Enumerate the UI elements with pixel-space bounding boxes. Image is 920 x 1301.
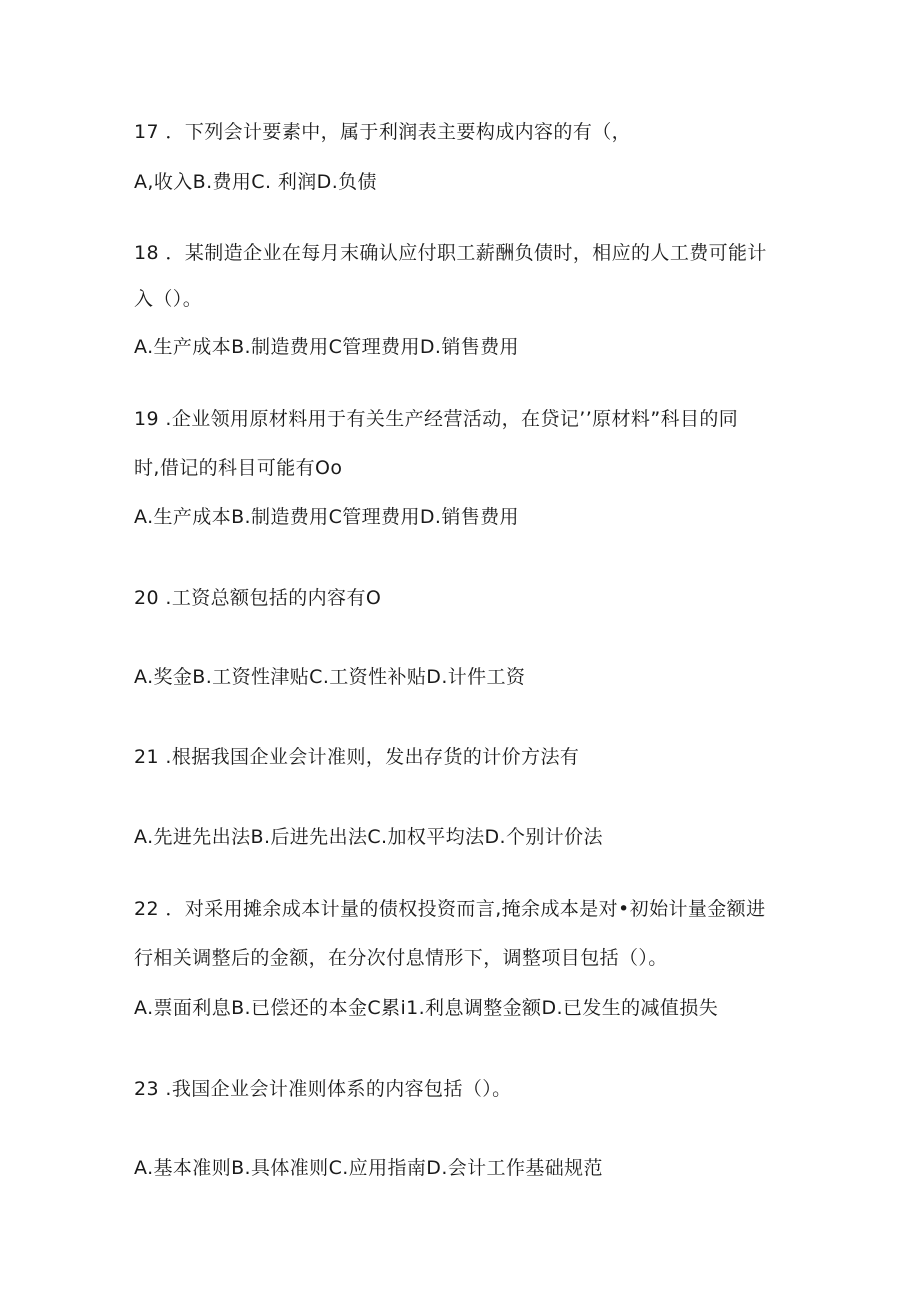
question-21-options: A.先进先出法B.后进先出法C.加权平均法D.个别计价法 [134, 826, 603, 848]
question-20-stem-line-1: 20 .工资总额包括的内容有O [134, 587, 382, 609]
question-22-stem-line-1: 22 ．对采用摊余成本计量的债权投资而言,掩余成本是对•初始计量金额进 [134, 898, 766, 920]
question-23-options: A.基本准则B.具体准则C.应用指南D.会计工作基础规范 [134, 1157, 603, 1179]
question-21-stem-line-1: 21 .根据我国企业会计准则，发出存货的计价方法有 [134, 746, 580, 768]
question-22-stem-line-2: 行相关调整后的金额，在分次付息情形下，调整项目包括（）。 [134, 947, 668, 969]
question-19-stem-line-2: 时,借记的科目可能有Oo [134, 457, 343, 479]
question-17-options: A,收入B.费用C. 利润D.负债 [134, 171, 377, 193]
question-19-stem-line-1: 19 .企业领用原材料用于有关生产经营活动，在贷记’’原材料”科目的同 [134, 408, 739, 430]
question-19-options: A.生产成本B.制造费用C管理费用D.销售费用 [134, 506, 519, 528]
question-18-stem-line-1: 18 ．某制造企业在每月末确认应付职工薪酬负债时，相应的人工费可能计 [134, 242, 767, 264]
question-18-options: A.生产成本B.制造费用C管理费用D.销售费用 [134, 336, 519, 358]
question-18-stem-line-2: 入（）。 [134, 288, 203, 310]
question-17-stem-line-1: 17 ．下列会计要素中，属于利润表主要构成内容的有（， [134, 121, 632, 143]
question-22-options: A.票面利息B.已偿还的本金C累i1.利息调整金额D.已发生的减值损失 [134, 997, 719, 1019]
question-20-options: A.奖金B.工资性津贴C.工资性补贴D.计件工资 [134, 666, 526, 688]
question-23-stem-line-1: 23 .我国企业会计准则体系的内容包括（）。 [134, 1078, 512, 1100]
